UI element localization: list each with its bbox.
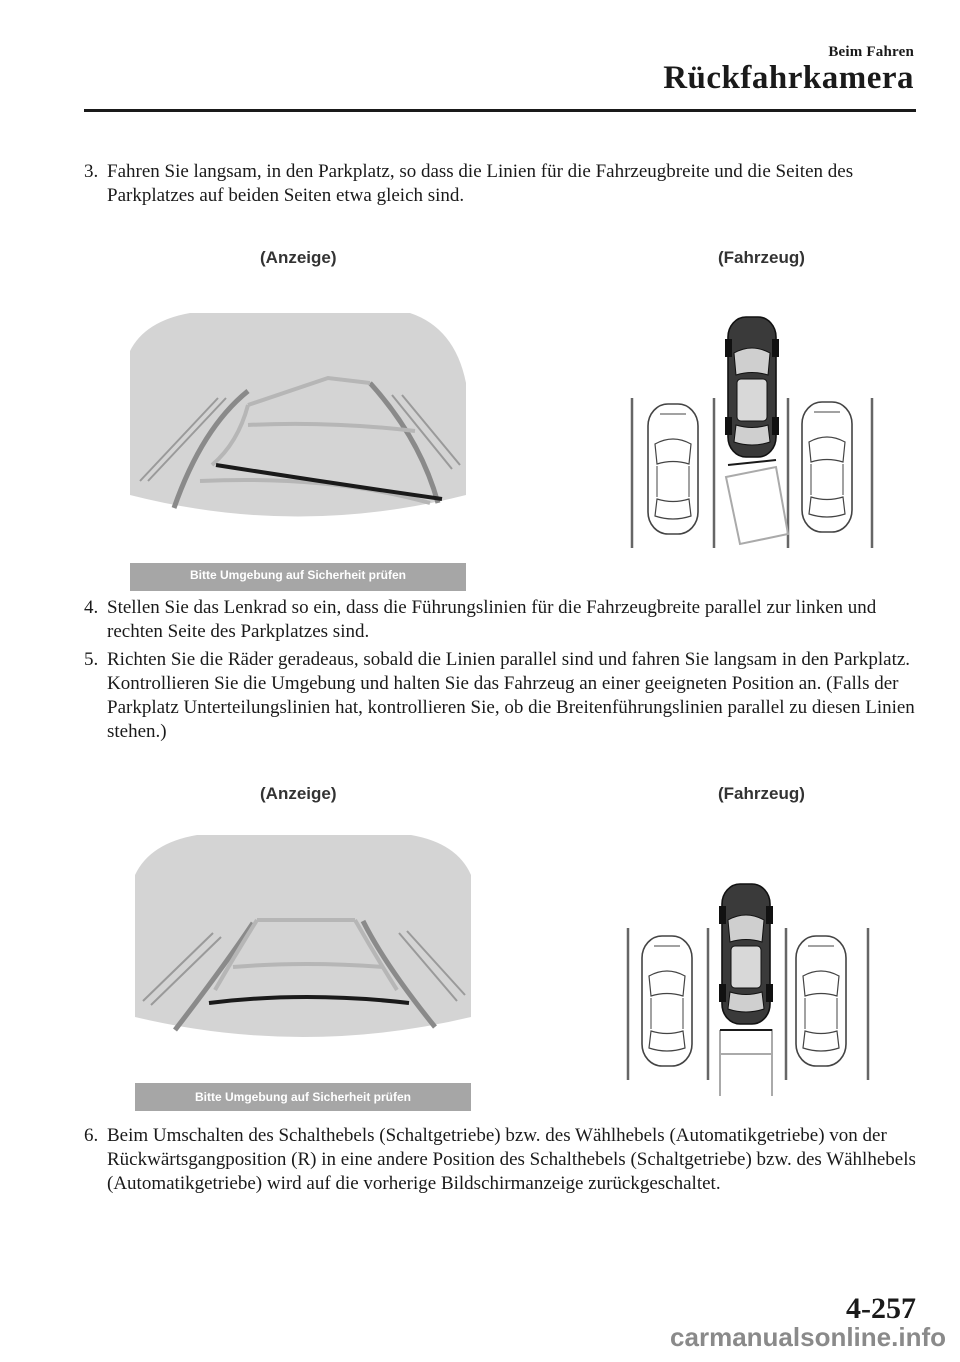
step-text: Fahren Sie langsam, in den Parkplatz, so dass die Linien für die Fahrzeugbreite und die Seiten des Parkplatzes auf beiden Seiten etwa gleich sind. — [107, 161, 854, 206]
step-text: Beim Umschalten des Schalthebels (Schaltgetriebe) bzw. des Wählhebels (Automatikgetriebe) von der Rückwärtsgangposition (R) in eine andere Position des Schalthebels (Schaltgetriebe) bzw. des Wählhebels (Automatikgetriebe) wird auf die vorherige Bildschirmanzeige zurückgeschaltet. — [107, 1125, 916, 1194]
step-4 — [84, 596, 920, 644]
page-title: Rückfahrkamera — [663, 60, 914, 96]
watermark[interactable]: carmanualsonline.info — [670, 1322, 946, 1352]
step-3 — [84, 160, 920, 208]
page-number: 4-257 — [846, 1292, 916, 1325]
step-5 — [84, 648, 920, 744]
camera-display-straight — [135, 835, 471, 1111]
vehicle-diagram-straight — [622, 880, 882, 1098]
camera-display-angled — [130, 313, 466, 591]
section-label: Beim Fahren — [828, 44, 914, 60]
step-number: 3. — [84, 161, 99, 182]
step-number: 6. — [84, 1125, 99, 1146]
step-text: Richten Sie die Räder geradeaus, sobald die Linien parallel sind und fahren Sie langsam in den Parkplatz. Kontrollieren Sie die Umgebung und halten Sie das Fahrzeug an einer geeigneten Position an. (Falls der Parkplatz Unterteilungslinien hat, kontrollieren Sie, ob die Breitenführungslinien parallel zu diesen Linien stehen.) — [107, 649, 915, 742]
display-caption: (Anzeige) — [260, 248, 337, 267]
safety-banner: Bitte Umgebung auf Sicherheit prüfen — [194, 1090, 411, 1104]
display-caption: (Anzeige) — [260, 784, 337, 803]
vehicle-caption: (Fahrzeug) — [718, 248, 805, 267]
safety-banner: Bitte Umgebung auf Sicherheit prüfen — [189, 568, 406, 582]
step-text: Stellen Sie das Lenkrad so ein, dass die Führungslinien für die Fahrzeugbreite parallel zur linken und rechten Seite des Parkplatzes sind. — [107, 597, 877, 642]
header-divider — [84, 109, 916, 112]
step-6 — [84, 1124, 920, 1196]
vehicle-diagram-angled — [628, 312, 878, 552]
step-number: 4. — [84, 597, 99, 618]
step-number: 5. — [84, 649, 99, 670]
vehicle-caption: (Fahrzeug) — [718, 784, 805, 803]
